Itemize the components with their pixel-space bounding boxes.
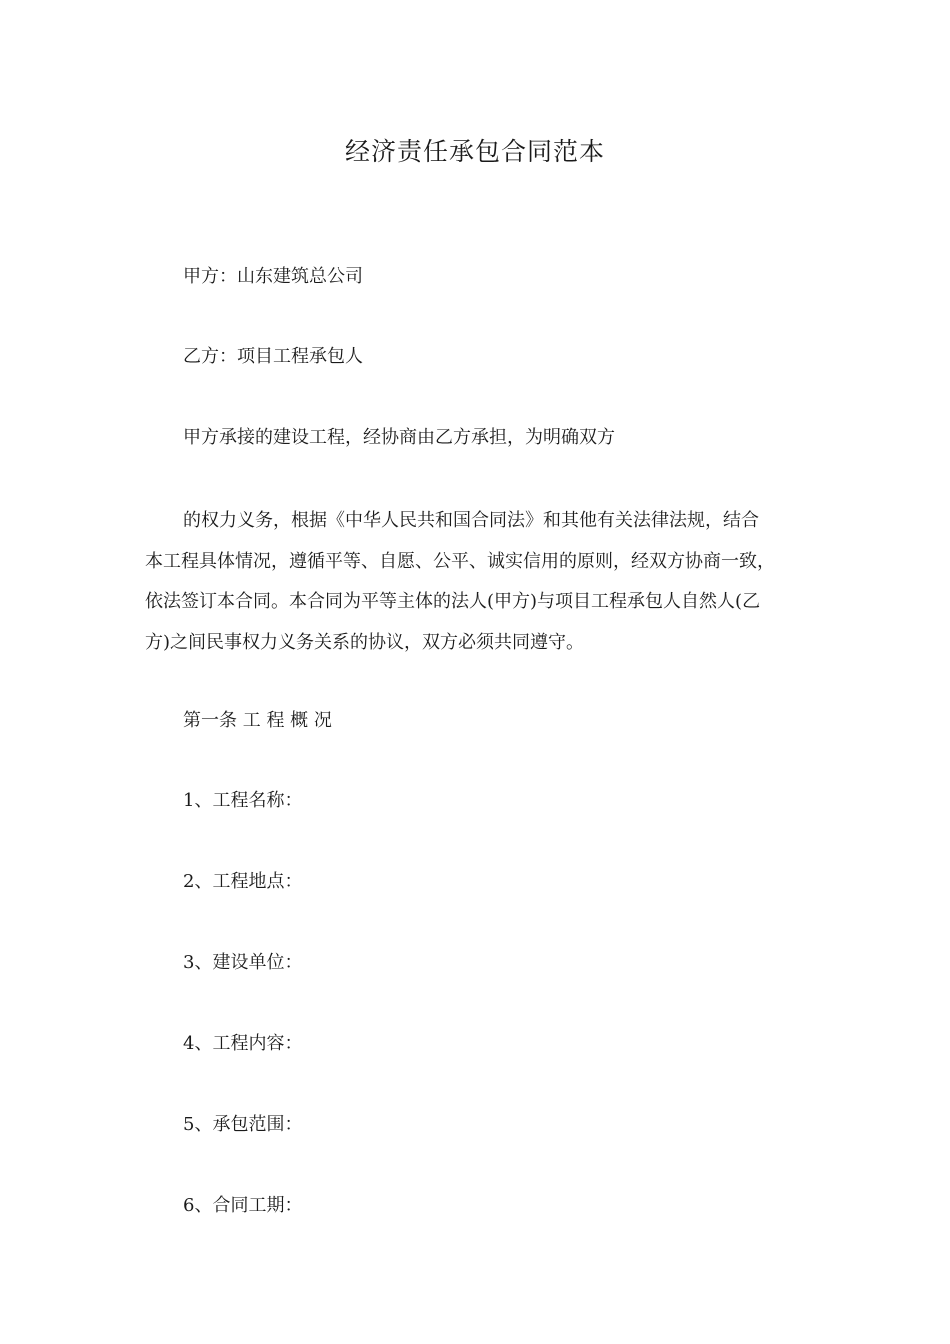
body-line: 的权力义务，根据《中华人民共和国合同法》和其他有关法律法规，结合 xyxy=(183,510,759,531)
body-line: 方)之间民事权力义务关系的协议，双方必须共同遵守。 xyxy=(145,631,585,653)
party-b-line: 乙方：项目工程承包人 xyxy=(183,346,363,367)
document-title: 经济责任承包合同范本 xyxy=(344,137,605,166)
intro-line: 甲方承接的建设工程，经协商由乙方承担，为明确双方 xyxy=(183,427,615,448)
item-construction-unit: 3、建设单位： xyxy=(183,952,303,973)
body-line: 本工程具体情况，遵循平等、自愿、公平、诚实信用的原则，经双方协商一致， xyxy=(145,550,775,572)
item-project-location: 2、工程地点： xyxy=(183,871,303,892)
party-a-line: 甲方：山东建筑总公司 xyxy=(183,266,363,287)
article-1-heading: 第一条 工 程 概 况 xyxy=(183,710,332,731)
body-paragraph xyxy=(145,501,810,663)
item-contract-scope: 5、承包范围： xyxy=(183,1114,303,1135)
item-project-content: 4、工程内容： xyxy=(183,1033,303,1054)
item-contract-period: 6、合同工期： xyxy=(183,1195,303,1216)
body-line: 依法签订本合同。本合同为平等主体的法人(甲方)与项目工程承包人自然人(乙 xyxy=(145,591,761,612)
item-project-name: 1、工程名称： xyxy=(183,790,303,811)
